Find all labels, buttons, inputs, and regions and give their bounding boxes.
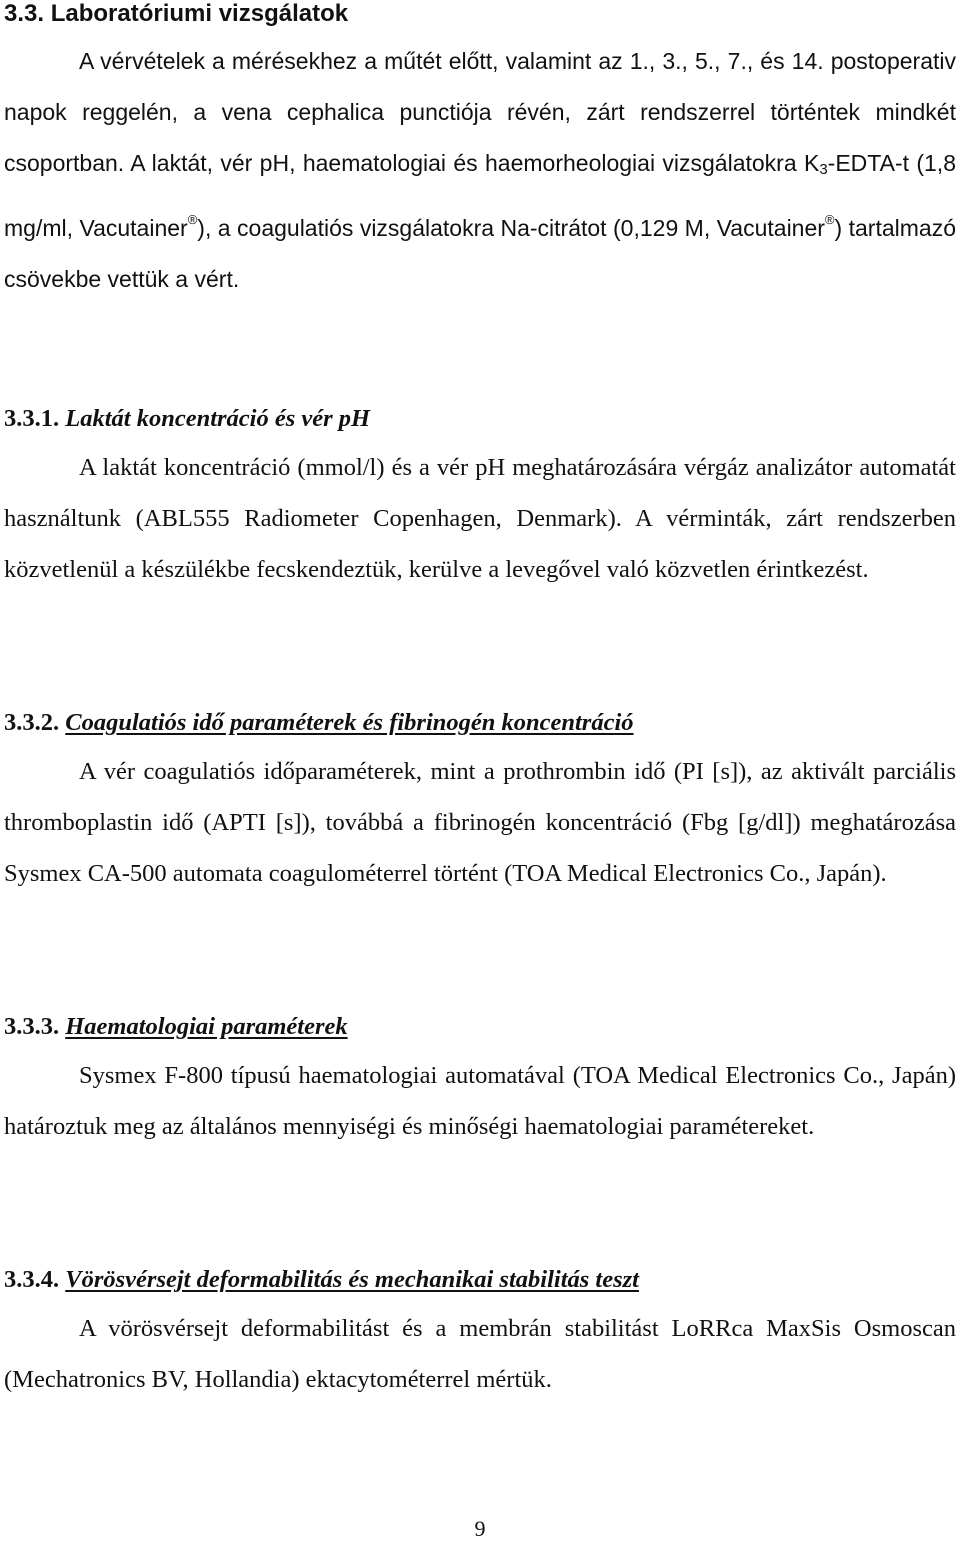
page-number: 9 [474, 1516, 486, 1541]
intro-text-d: ) tartalmazó csövekbe vettük a vért. [4, 215, 956, 293]
subsection-number: 3.3.3. [4, 1013, 60, 1040]
registered-mark: ® [187, 212, 198, 228]
subsection-heading [4, 1013, 348, 1041]
subsection-title: Coagulatiós idő paraméterek és fibrinogén koncentráció [65, 709, 634, 736]
section-intro-paragraph [4, 36, 956, 305]
subsection-title: Haematologiai paraméterek [65, 1013, 348, 1040]
subscript-3: 3 [819, 160, 828, 178]
subsection-heading [4, 1266, 639, 1294]
subsection-paragraph: A vér coagulatiós időparaméterek, mint a prothrombin idő (PI [s]), az aktivált parciális thromboplastin idő (APTI [s]), továbbá a fibrinogén koncentráció (Fbg [g/dl]) meghatározása Sysmex CA-500 automata coagulométerrel történt (TOA Medical Electronics Co., Japán). [4, 758, 956, 887]
subsection-number: 3.3.2. [4, 709, 60, 736]
subsection-number: 3.3.4. [4, 1266, 60, 1293]
subsection-paragraph: A laktát koncentráció (mmol/l) és a vér pH meghatározására vérgáz analizátor automatát használtunk (ABL555 Radiometer Copenhagen, Denmark). A vérminták, zárt rendszerben közvetlenül a készülékbe fecskendeztük, kerülve a levegővel való közvetlen érintkezést. [4, 454, 956, 583]
subsection-number: 3.3.1. [4, 405, 60, 432]
intro-text-c: ), a coagulatiós vizsgálatokra Na-citrátot (0,129 M, Vacutainer [197, 215, 825, 242]
subsection-heading [4, 709, 634, 737]
intro-text-b: -EDTA-t (1,8 mg/ml, Vacutainer [4, 149, 956, 242]
subsection-paragraph: Sysmex F-800 típusú haematologiai automatával (TOA Medical Electronics Co., Japán) határoztuk meg az általános mennyiségi és minőségi haematologiai paramétereket. [4, 1062, 956, 1140]
subsection-title: Laktát koncentráció és vér pH [65, 405, 371, 432]
intro-text-a: A vérvételek a mérésekhez a műtét előtt, valamint az 1., 3., 5., 7., és 14. postoperativ napok reggelén, a vena cephalica punctiója révén, zárt rendszerrel történtek mindkét csoportban. A laktát, vér pH, haematologiai és haemorheologiai vizsgálatokra K [4, 48, 956, 176]
registered-mark: ® [824, 212, 835, 228]
subsection-heading [4, 405, 370, 433]
section-heading: 3.3. Laboratóriumi vizsgálatok [4, 0, 349, 27]
subsection-title: Vörösvérsejt deformabilitás és mechanikai stabilitás teszt [65, 1266, 639, 1293]
subsection-paragraph: A vörösvérsejt deformabilitást és a membrán stabilitást LoRRca MaxSis Osmoscan (Mechatronics BV, Hollandia) ektacytométerrel mértük. [4, 1315, 956, 1393]
